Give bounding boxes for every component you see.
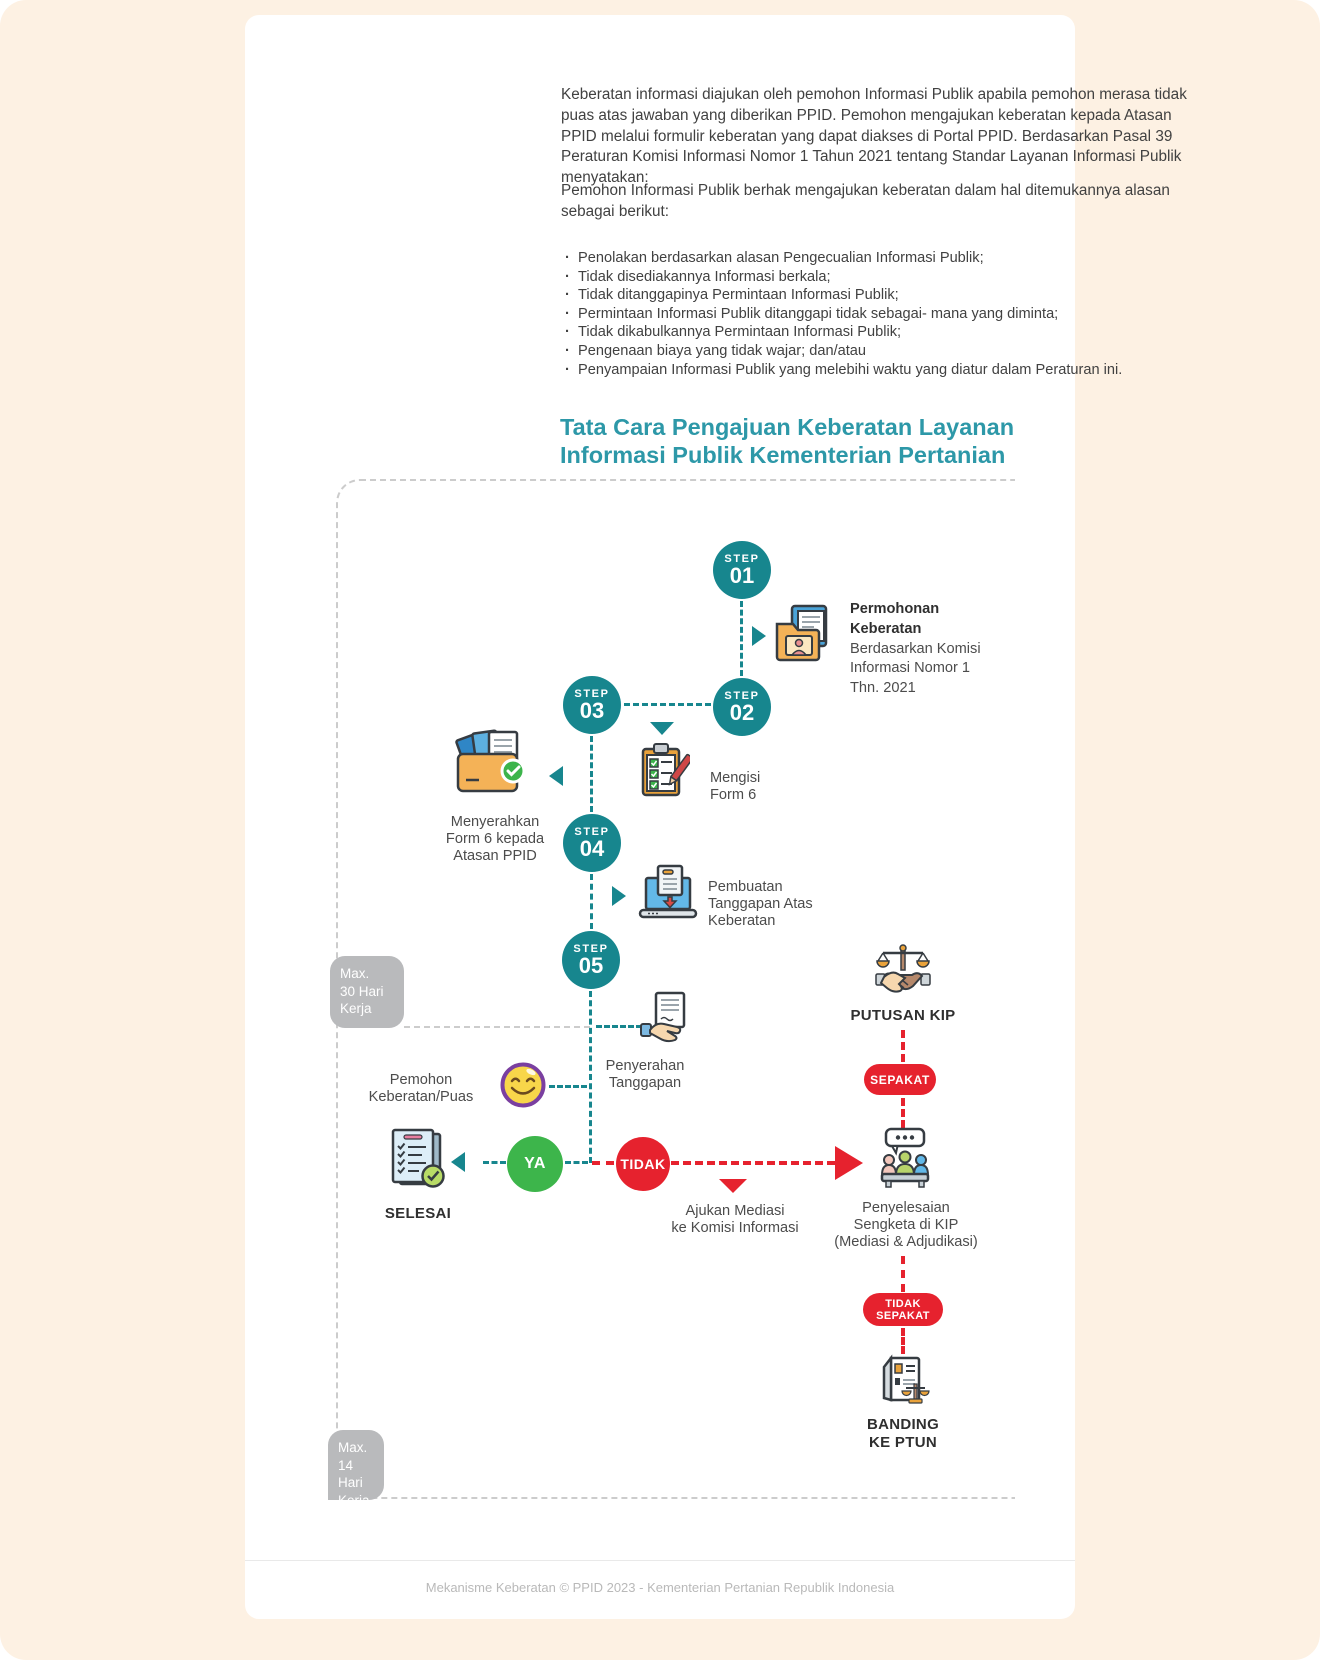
label-line: Tanggapan xyxy=(608,1075,682,1092)
arrow-left-to-menyerahkan xyxy=(549,766,563,786)
ajukan-mediasi-label xyxy=(650,1203,820,1237)
step-word: STEP xyxy=(724,553,760,565)
connector-kip-tidaksepakat xyxy=(901,1256,905,1292)
arrow-down-ajukan-mediasi xyxy=(719,1179,747,1193)
max-14-hari-badge xyxy=(328,1430,384,1508)
pembuatan-tanggapan-label xyxy=(708,879,813,931)
label-line: Keberatan/Puas xyxy=(368,1089,474,1106)
label-line: Menyerahkan xyxy=(450,814,540,830)
label-line: Permohonan xyxy=(850,601,940,617)
intro-paragraph-1: Keberatan informasi diajukan oleh pemohon Informasi Publik apabila pemohon merasa tidak puas atas jawaban yang diberikan PPID. Pemohon mengajukan keberatan kepada Atasan PPID melalui formulir keberatan yang dapat diakses di Portal PPID. Berdasarkan Pasal 39 Peraturan Komisi Informasi Nomor 1 Tahun 2021 tentang Standar Layanan Informasi Publik menyatakan: xyxy=(561,86,1187,187)
badge-line: Kerja xyxy=(338,1492,370,1508)
intro-paragraph-2: Pemohon Informasi Publik berhak mengajukan keberatan dalam hal ditemukannya alasan sebagai berikut: xyxy=(561,182,1170,220)
step-word: STEP xyxy=(574,826,610,838)
label-line: Penyelesaian xyxy=(862,1200,950,1216)
step-word: STEP xyxy=(574,688,610,700)
footer-divider xyxy=(245,1560,1075,1561)
arrow-left-to-selesai xyxy=(451,1152,465,1172)
list-item: · Tidak ditanggapinya Permintaan Informasi Publik; xyxy=(563,286,1218,305)
label-line: Thn. 2021 xyxy=(850,680,916,697)
page-title-line2: Informasi Publik Kementerian Pertanian xyxy=(560,442,1006,468)
arrow-right-to-pembuatan xyxy=(612,886,626,906)
list-item: · Pengenaan biaya yang tidak wajar; dan/atau xyxy=(563,342,1218,361)
pemohon-puas-label xyxy=(355,1072,487,1106)
connector-step4-step5 xyxy=(590,874,593,929)
label-line: Tanggapan Atas xyxy=(708,896,813,913)
label-line: ke Komisi Informasi xyxy=(671,1220,799,1237)
page-title-line1: Tata Cara Pengajuan Keberatan Layanan xyxy=(560,414,1015,440)
section-divider-dashed xyxy=(404,1026,590,1028)
putusan-kip-label: PUTUSAN KIP xyxy=(850,1007,956,1024)
badge-line: Kerja xyxy=(340,1001,372,1016)
document-scales-icon xyxy=(877,1352,931,1408)
label-line: Form 6 kepada xyxy=(445,831,545,848)
step-number: 01 xyxy=(729,563,755,588)
mengisi-form6-label xyxy=(710,770,760,804)
hand-document-icon xyxy=(639,991,693,1043)
connector-sepakat-kip xyxy=(901,1098,905,1128)
badge-line: SEPAKAT xyxy=(876,1309,930,1322)
penyerahan-tanggapan-label xyxy=(580,1058,710,1092)
badge-line: TIDAK xyxy=(885,1297,921,1310)
label-line: Sengketa di KIP xyxy=(853,1217,959,1234)
connector-to-penyerahan xyxy=(596,1025,642,1028)
list-item: · Penyampaian Informasi Publik yang melebihi waktu yang diatur dalam Peraturan ini. xyxy=(563,361,1218,380)
step-03-circle xyxy=(563,676,621,734)
list-item: · Tidak disediakannya Informasi berkala; xyxy=(563,268,1218,287)
label-line: Keberatan xyxy=(850,620,922,637)
step-05-circle xyxy=(562,931,620,989)
checklist-pencil-icon xyxy=(638,742,690,798)
decision-ya: YA xyxy=(507,1136,563,1192)
step-number: 05 xyxy=(578,953,604,978)
menyerahkan-form6-label xyxy=(432,814,558,866)
max-30-hari-badge xyxy=(330,956,404,1028)
label-line: Keberatan xyxy=(708,913,776,930)
label-line: Penyerahan xyxy=(605,1058,685,1074)
footer-text: Mekanisme Keberatan © PPID 2023 - Kementerian Pertanian Republik Indonesia xyxy=(425,1580,895,1595)
label-line: Pembuatan xyxy=(708,879,783,895)
label-line: Form 6 xyxy=(710,787,757,804)
label-line: KE PTUN xyxy=(869,1433,937,1451)
laptop-document-icon xyxy=(638,864,698,922)
label-line: Ajukan Mediasi xyxy=(685,1203,785,1219)
step-01-circle xyxy=(713,541,771,599)
connector-step2-step3 xyxy=(624,703,711,706)
label-line: Informasi Nomor 1 xyxy=(850,660,971,677)
label-line: Pemohon xyxy=(389,1072,453,1088)
reason-list xyxy=(563,249,1218,379)
scales-handshake-icon xyxy=(874,944,932,1002)
decision-tidak: TIDAK xyxy=(616,1137,670,1191)
selesai-label: SELESAI xyxy=(384,1205,452,1222)
sepakat-badge: SEPAKAT xyxy=(864,1064,936,1095)
step-word: STEP xyxy=(573,943,609,955)
folder-check-icon xyxy=(452,726,530,798)
meeting-discussion-icon xyxy=(876,1127,934,1189)
permohonan-keberatan-label xyxy=(850,600,1000,699)
step-number: 03 xyxy=(579,698,605,723)
badge-line: Max. xyxy=(338,1440,368,1455)
connector-junction-ya xyxy=(565,1161,588,1164)
checklist-done-icon xyxy=(388,1128,446,1190)
connector-step1-step2 xyxy=(740,601,743,676)
folder-photo-icon xyxy=(774,602,830,664)
step-number: 04 xyxy=(579,836,605,861)
connector-step3-step4 xyxy=(590,736,593,812)
banding-ptun-label xyxy=(853,1416,953,1451)
step-word: STEP xyxy=(724,690,760,702)
badge-line: Max. xyxy=(340,966,370,981)
badge-line: 14 Hari xyxy=(338,1457,363,1490)
badge-line: 30 Hari xyxy=(340,983,384,999)
tidak-sepakat-badge xyxy=(863,1293,943,1326)
label-line: Berdasarkan Komisi xyxy=(850,640,981,657)
list-item: · Penolakan berdasarkan alasan Pengecualian Informasi Publik; xyxy=(563,249,1218,268)
arrow-right-to-permohonan xyxy=(752,626,766,646)
connector-putusan-sepakat xyxy=(901,1030,905,1062)
connector-ya-selesai xyxy=(483,1161,506,1164)
connector-tidaksepakat-banding xyxy=(901,1328,905,1354)
step-02-circle xyxy=(713,678,771,736)
label-line: (Mediasi & Adjudikasi) xyxy=(834,1234,978,1251)
connector-junction-tidak xyxy=(592,1161,614,1165)
label-line: Atasan PPID xyxy=(453,848,537,865)
step-04-circle xyxy=(563,814,621,872)
smiley-face-icon xyxy=(499,1061,547,1109)
label-line: BANDING xyxy=(866,1416,940,1433)
page-title xyxy=(560,413,1014,469)
penyelesaian-sengketa-label xyxy=(820,1200,992,1252)
arrow-down-to-mengisi xyxy=(650,722,674,735)
label-line: Mengisi xyxy=(710,770,761,786)
list-item: · Tidak dikabulkannya Permintaan Informasi Publik; xyxy=(563,323,1218,342)
step-number: 02 xyxy=(729,700,755,725)
list-item: · Permintaan Informasi Publik ditanggapi tidak sebagai- mana yang diminta; xyxy=(563,305,1218,324)
arrow-right-to-kip xyxy=(835,1146,863,1180)
connector-tidak-kip xyxy=(671,1161,835,1165)
